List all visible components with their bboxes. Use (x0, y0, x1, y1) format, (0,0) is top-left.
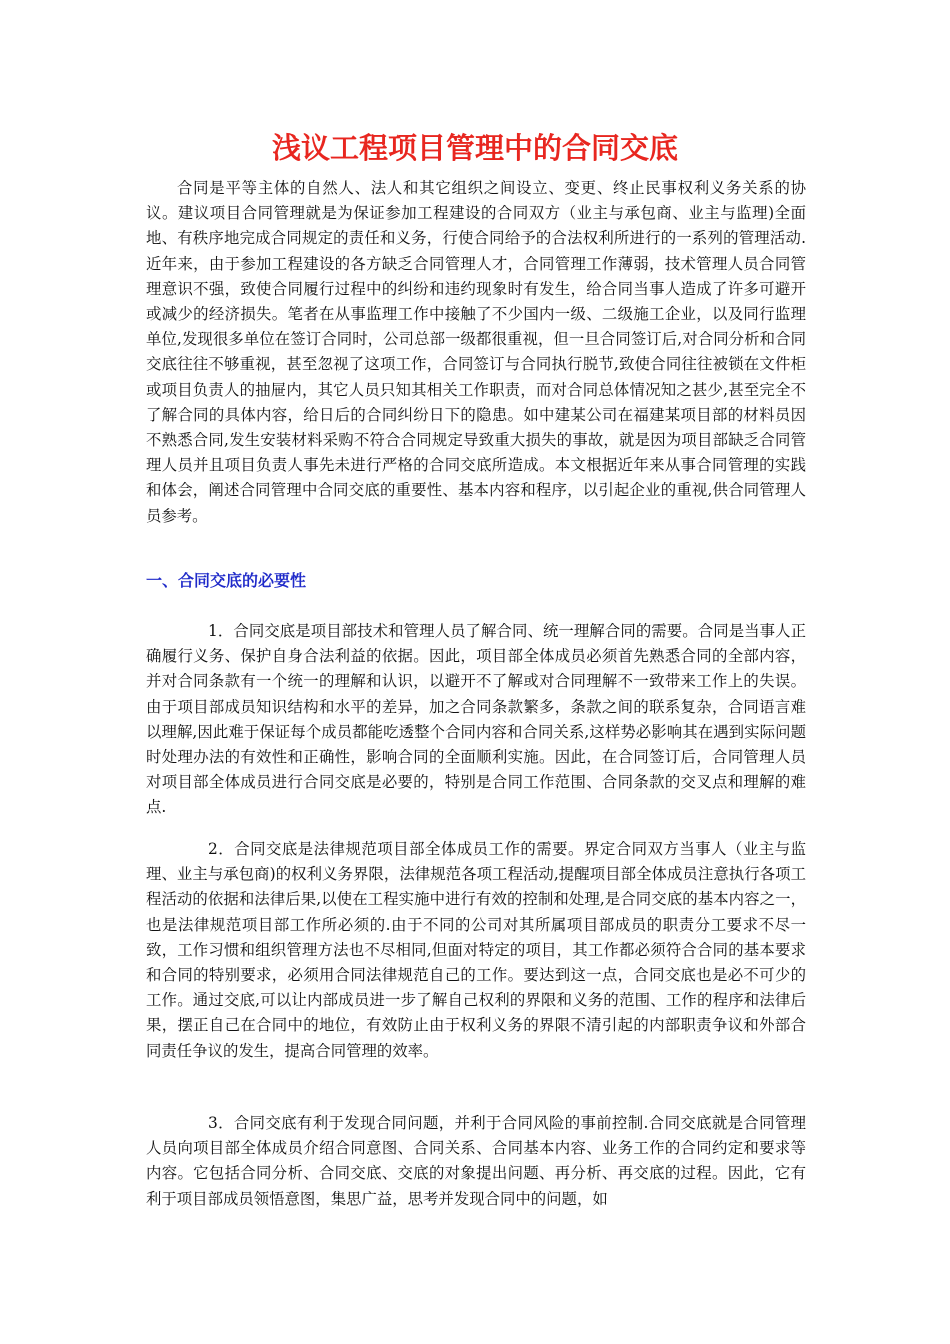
point-3-paragraph: 3．合同交底有利于发现合同问题，并利于合同风险的事前控制.合同交底就是合同管理人员向项目部全体成员介绍合同意图、合同关系、合同基本内容、业务工作的合同约定和要求等内容。它包括合同分析、合同交底、交底的对象提出问题、再分析、再交底的过程。因此，它有利于项目部成员领悟意图，集思广益，思考并发现合同中的问题，如 (146, 1114, 806, 1208)
section-heading: 一、合同交底的必要性 (146, 571, 307, 590)
point-2-paragraph: 2．合同交底是法律规范项目部全体成员工作的需要。界定合同双方当事人（业主与监理、业主与承包商)的权利义务界限，法律规范各项工程活动,提醒项目部全体成员注意执行各项工程活动的依据和法律后果,以使在工程实施中进行有效的控制和处理,是合同交底的基本内容之一，也是法律规范项目部工作所必须的.由于不同的公司对其所属项目部成员的职责分工要求不尽一致，工作习惯和组织管理方法也不尽相同,但面对特定的项目，其工作都必须符合合同的基本要求和合同的特别要求，必须用合同法律规范自己的工作。要达到这一点，合同交底也是必不可少的工作。通过交底,可以让内部成员进一步了解自己权利的界限和义务的范围、工作的程序和法律后果，摆正自己在合同中的地位，有效防止由于权利义务的界限不清引起的内部职责争议和外部合同责任争议的发生，提高合同管理的效率。 (146, 840, 806, 1060)
document-title: 浅议工程项目管理中的合同交底 (271, 131, 678, 165)
intro-paragraph: 合同是平等主体的自然人、法人和其它组织之间设立、变更、终止民事权利义务关系的协议。建议项目合同管理就是为保证参加工程建设的合同双方（业主与承包商、业主与监理)全面地、有秩序地完成合同规定的责任和义务，行使合同给予的合法权利所进行的一系列的管理活动.近年来，由于参加工程建设的各方缺乏合同管理人才，合同管理工作薄弱，技术管理人员合同管理意识不强，致使合同履行过程中的纠纷和违约现象时有发生，给合同当事人造成了许多可避开或减少的经济损失。笔者在从事监理工作中接触了不少国内一级、二级施工企业，以及同行监理单位,发现很多单位在签订合同时，公司总部一级都很重视，但一旦合同签订后,对合同分析和合同交底往往不够重视，甚至忽视了这项工作，合同签订与合同执行脱节,致使合同往往被锁在文件柜或项目负责人的抽屉内，其它人员只知其相关工作职责，而对合同总体情况知之甚少,甚至完全不了解合同的具体内容，给日后的合同纠纷日下的隐患。如中建某公司在福建某项目部的材料员因不熟悉合同,发生安装材料采购不符合合同规定导致重大损失的事故，就是因为项目部缺乏合同管理人员并且项目负责人事先未进行严格的合同交底所造成。本文根据近年来从事合同管理的实践和体会，阐述合同管理中合同交底的重要性、基本内容和程序，以引起企业的重视,供合同管理人员参考。 (146, 179, 806, 525)
point-1-paragraph: 1．合同交底是项目部技术和管理人员了解合同、统一理解合同的需要。合同是当事人正确履行义务、保护自身合法利益的依据。因此，项目部全体成员必须首先熟悉合同的全部内容，并对合同条款有一个统一的理解和认识，以避开不了解或对合同理解不一致带来工作上的失误。由于项目部成员知识结构和水平的差异，加之合同条款繁多，条款之间的联系复杂，合同语言难以理解,因此难于保证每个成员都能吃透整个合同内容和合同关系,这样势必影响其在遇到实际问题时处理办法的有效性和正确性，影响合同的全面顺利实施。因此，在合同签订后，合同管理人员对项目部全体成员进行合同交底是必要的，特别是合同工作范围、合同条款的交叉点和理解的难点. (146, 622, 806, 817)
